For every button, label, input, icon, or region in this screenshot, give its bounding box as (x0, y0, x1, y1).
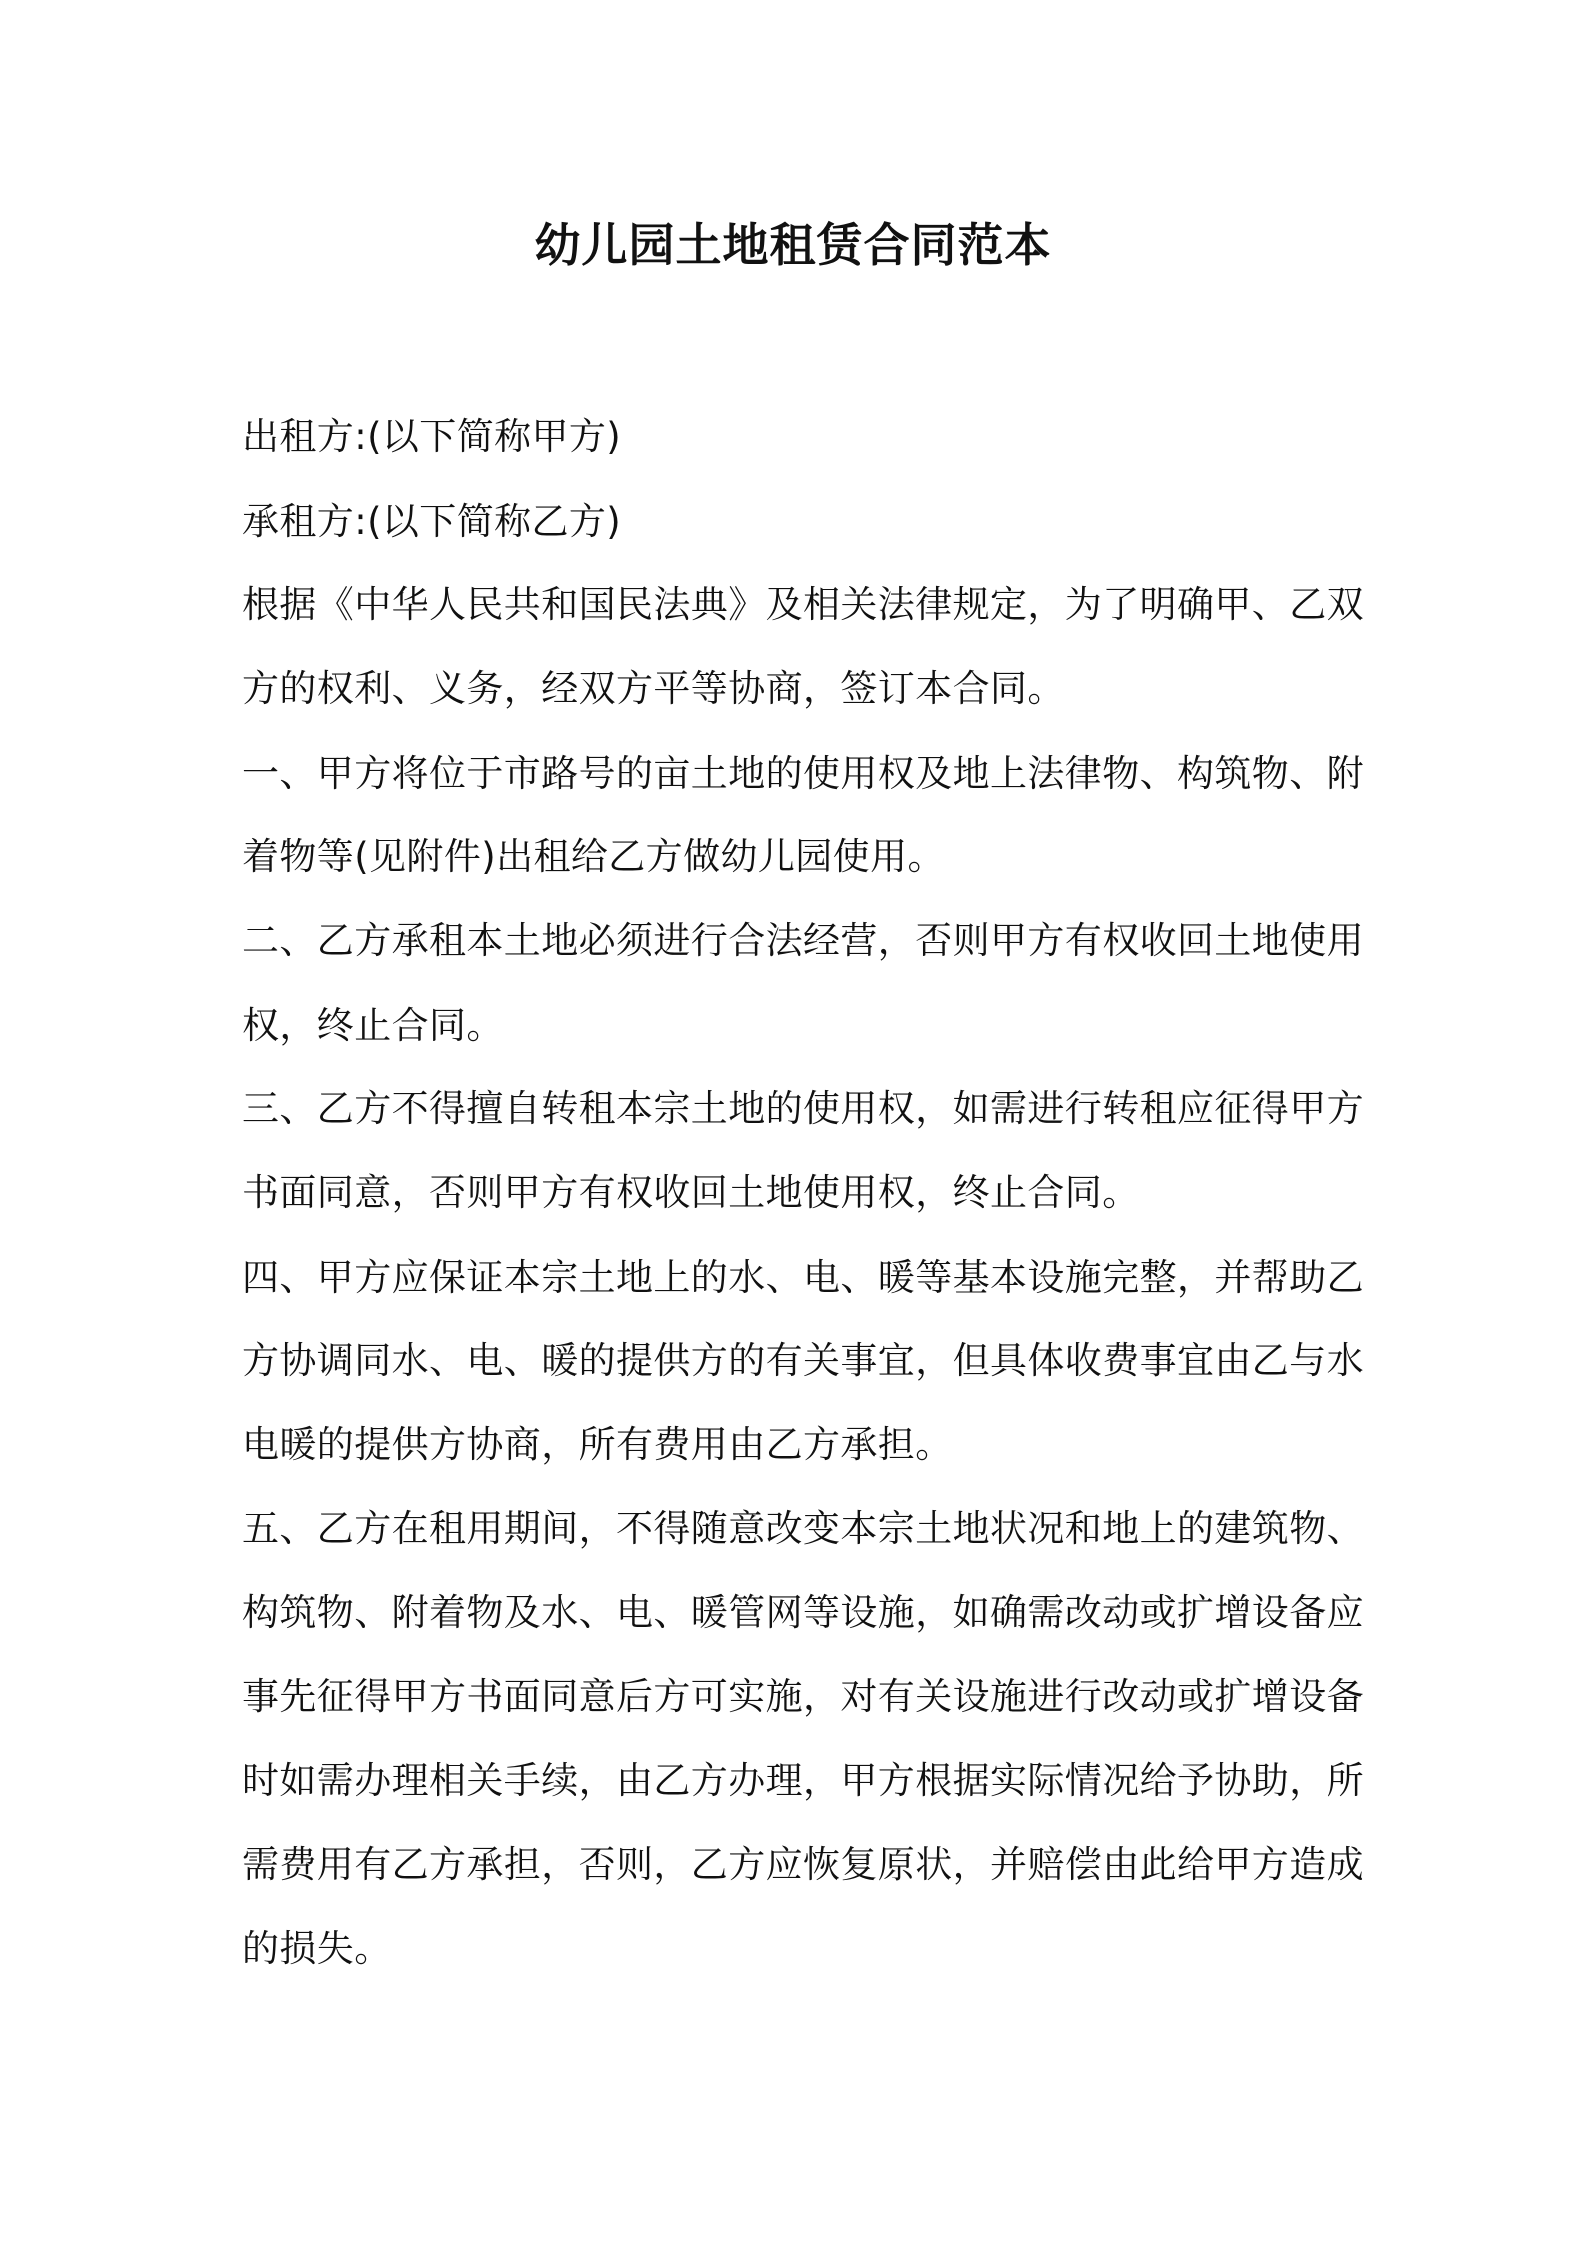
party-b-line: 承租方:(以下简称乙方) (242, 500, 622, 543)
clause-5-line-3: 事先征得甲方书面同意后方可实施，对有关设施进行改动或扩增设备 (242, 1675, 1364, 1718)
clause-5-line-6: 的损失。 (242, 1927, 392, 1970)
party-a-line: 出租方:(以下简称甲方) (242, 415, 622, 458)
clause-5-line-1: 五、乙方在租用期间，不得随意改变本宗土地状况和地上的建筑物、 (242, 1507, 1364, 1550)
clause-5-line-2: 构筑物、附着物及水、电、暖管网等设施，如确需改动或扩增设备应 (242, 1591, 1364, 1634)
clause-4-line-1: 四、甲方应保证本宗土地上的水、电、暖等基本设施完整，并帮助乙 (242, 1256, 1364, 1299)
clause-5-line-4: 时如需办理相关手续，由乙方办理，甲方根据实际情况给予协助，所 (242, 1759, 1364, 1802)
clause-4-line-2: 方协调同水、电、暖的提供方的有关事宜，但具体收费事宜由乙与水 (242, 1339, 1364, 1382)
clause-3-line-2: 书面同意，否则甲方有权收回土地使用权，终止合同。 (242, 1171, 1140, 1214)
preamble-line-2: 方的权利、义务，经双方平等协商，签订本合同。 (242, 667, 1065, 710)
clause-1-line-2: 着物等(见附件)出租给乙方做幼儿园使用。 (242, 835, 945, 878)
clause-2-line-1: 二、乙方承租本土地必须进行合法经营，否则甲方有权收回土地使用 (242, 919, 1364, 962)
clause-5-line-5: 需费用有乙方承担，否则，乙方应恢复原状，并赔偿由此给甲方造成 (242, 1843, 1364, 1886)
preamble-line-1: 根据《中华人民共和国民法典》及相关法律规定，为了明确甲、乙双 (242, 583, 1364, 626)
clause-3-line-1: 三、乙方不得擅自转租本宗土地的使用权，如需进行转租应征得甲方 (242, 1087, 1364, 1130)
document-title: 幼儿园土地租赁合同范本 (534, 218, 1052, 272)
clause-4-line-3: 电暖的提供方协商，所有费用由乙方承担。 (242, 1423, 953, 1466)
clause-1-line-1: 一、甲方将位于市路号的亩土地的使用权及地上法律物、构筑物、附 (242, 752, 1364, 795)
clause-2-line-2: 权，终止合同。 (242, 1004, 504, 1047)
